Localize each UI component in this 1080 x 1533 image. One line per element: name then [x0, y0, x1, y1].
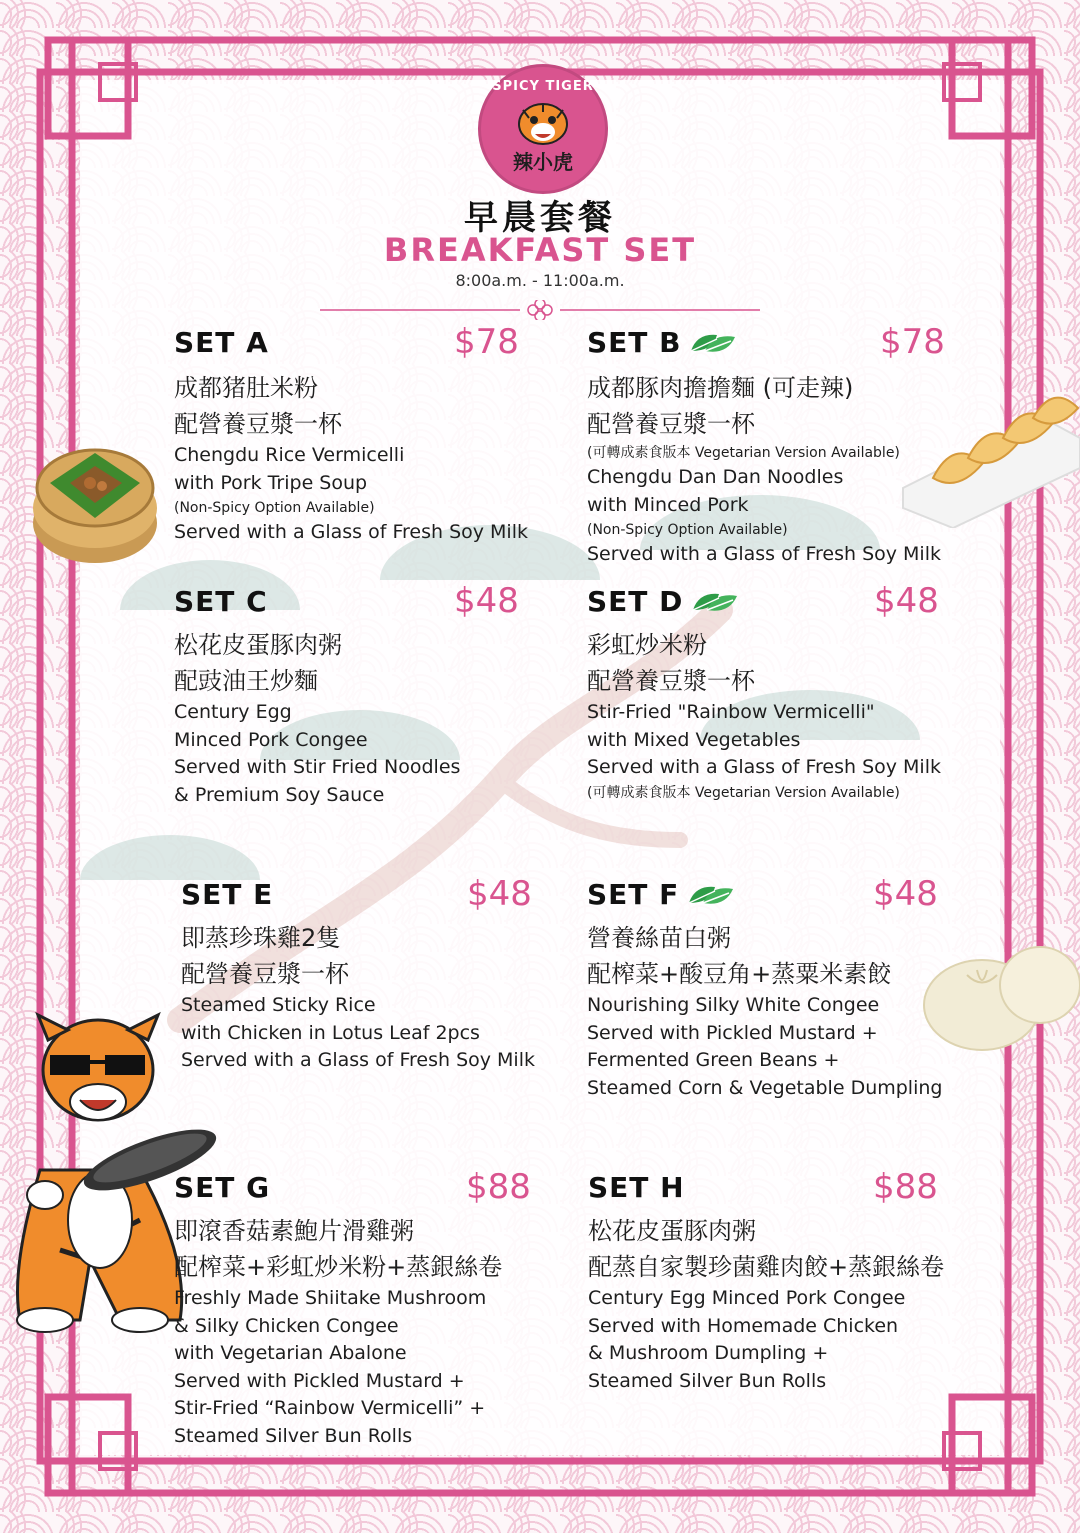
set-price: $78	[454, 322, 519, 362]
dish-chinese: 彩虹炒米粉	[587, 631, 707, 659]
drink-chinese: 配營養豆漿一杯	[587, 667, 755, 695]
set-name: SET F	[587, 877, 680, 911]
set-d	[587, 581, 947, 804]
dish-english: Freshly Made Shiitake Mushroom	[174, 1287, 487, 1309]
set-price: $88	[873, 1167, 938, 1207]
side-chinese: 配榨菜+酸豆角+蒸粟米素餃	[587, 960, 892, 988]
dish-chinese: 即蒸珍珠雞2隻	[181, 924, 341, 952]
dish-chinese: 松花皮蛋豚肉粥	[174, 631, 342, 659]
side-english: Fermented Green Beans +	[587, 1049, 840, 1071]
set-price: $48	[467, 874, 532, 914]
set-price: $48	[874, 581, 939, 621]
set-name: SET A	[174, 325, 269, 359]
vegetarian-leaf-icon	[689, 588, 739, 614]
dish-english: with Pork Tripe Soup	[174, 471, 368, 494]
dish-english: Chengdu Rice Vermicelli	[174, 444, 405, 466]
side-english: Steamed Silver Bun Rolls	[174, 1424, 413, 1447]
set-price: $48	[454, 581, 519, 621]
side-english: Steamed Silver Bun Rolls	[588, 1369, 827, 1392]
set-price: $88	[466, 1167, 531, 1207]
vegetarian-note: (可轉成素食版本 Vegetarian Version Available)	[587, 784, 900, 801]
dish-chinese: 營養絲苗白粥	[587, 924, 731, 952]
option-note: (Non-Spicy Option Available)	[587, 522, 788, 538]
dish-english: Century Egg	[174, 701, 292, 723]
header-divider	[320, 300, 760, 320]
set-name: SET H	[588, 1170, 685, 1204]
set-price: $78	[880, 322, 945, 362]
drink-english: Served with a Glass of Fresh Soy Milk	[587, 543, 941, 565]
serving-hours: 8:00a.m. - 11:00a.m.	[455, 271, 625, 290]
drink-chinese: 配營養豆漿一杯	[181, 960, 349, 988]
dish-english: & Silky Chicken Congee	[174, 1314, 399, 1337]
set-name: SET D	[587, 584, 684, 618]
vegetarian-leaf-icon	[685, 881, 735, 907]
dish-chinese: 成都豚肉擔擔麵 (可走辣)	[587, 374, 854, 402]
set-b	[587, 322, 947, 569]
dish-english: Stir-Fried "Rainbow Vermicelli"	[587, 701, 875, 723]
dish-english: Century Egg Minced Pork Congee	[588, 1287, 906, 1309]
dish-chinese: 松花皮蛋豚肉粥	[588, 1217, 756, 1245]
set-name: SET G	[174, 1170, 271, 1204]
drink-english: Served with a Glass of Fresh Soy Milk	[181, 1049, 535, 1071]
set-name: SET C	[174, 584, 268, 618]
dish-english: with Chicken in Lotus Leaf 2pcs	[181, 1021, 480, 1044]
side-english: Served with Homemade Chicken	[588, 1314, 899, 1337]
lotus-leaf-rice-steamer-image	[30, 428, 160, 568]
dish-english: Nourishing Silky White Congee	[587, 994, 880, 1016]
drink-chinese: 配營養豆漿一杯	[587, 410, 755, 438]
set-f	[587, 874, 967, 1102]
side-english: & Mushroom Dumpling +	[588, 1342, 829, 1364]
side-english: Served with Pickled Mustard +	[587, 1021, 878, 1044]
side-english: Served with Pickled Mustard +	[174, 1369, 465, 1392]
dish-english: Steamed Sticky Rice	[181, 994, 376, 1016]
option-note: (Non-Spicy Option Available)	[174, 500, 375, 516]
set-h	[588, 1167, 968, 1395]
side-chinese: 配豉油王炒麵	[174, 667, 318, 695]
vegetarian-note: (可轉成素食版本 Vegetarian Version Available)	[587, 445, 900, 461]
menu-title-chinese: 早晨套餐	[464, 198, 616, 238]
set-c	[174, 581, 524, 809]
logo-text: SPICY TIGER	[492, 79, 594, 94]
dish-english: with Mixed Vegetables	[587, 728, 801, 751]
vegetarian-leaf-icon	[687, 329, 737, 355]
logo-chinese-name: 辣小虎	[513, 149, 573, 174]
side-chinese: 配榨菜+彩虹炒米粉+蒸銀絲卷	[174, 1253, 503, 1281]
dish-english: Minced Pork Congee	[174, 728, 368, 751]
dish-english: with Vegetarian Abalone	[174, 1342, 407, 1364]
drink-english: Served with a Glass of Fresh Soy Milk	[174, 521, 528, 543]
tiger-face-icon	[513, 98, 573, 148]
set-g	[174, 1167, 534, 1450]
dish-chinese: 成都猪肚米粉	[174, 374, 318, 402]
side-english: Stir-Fried “Rainbow Vermicelli” +	[174, 1397, 486, 1419]
side-english: Steamed Corn & Vegetable Dumpling	[587, 1076, 943, 1099]
set-name: SET E	[181, 877, 274, 911]
dish-chinese: 即滾香菇素鮑片滑雞粥	[174, 1217, 414, 1245]
set-name: SET B	[587, 325, 682, 359]
menu-title-english: BREAKFAST SET	[383, 231, 697, 269]
side-chinese: 配蒸自家製珍菌雞肉餃+蒸銀絲卷	[588, 1253, 945, 1281]
dish-english: Chengdu Dan Dan Noodles	[587, 466, 844, 488]
set-price: $48	[873, 874, 938, 914]
dish-english: with Minced Pork	[587, 493, 749, 516]
spicy-tiger-logo	[478, 64, 608, 194]
side-english: Served with Stir Fried Noodles	[174, 756, 461, 778]
drink-chinese: 配營養豆漿一杯	[174, 410, 342, 438]
side-english: & Premium Soy Sauce	[174, 783, 385, 806]
drink-english: Served with a Glass of Fresh Soy Milk	[587, 756, 941, 778]
set-e	[181, 874, 541, 1075]
set-a	[174, 322, 528, 547]
